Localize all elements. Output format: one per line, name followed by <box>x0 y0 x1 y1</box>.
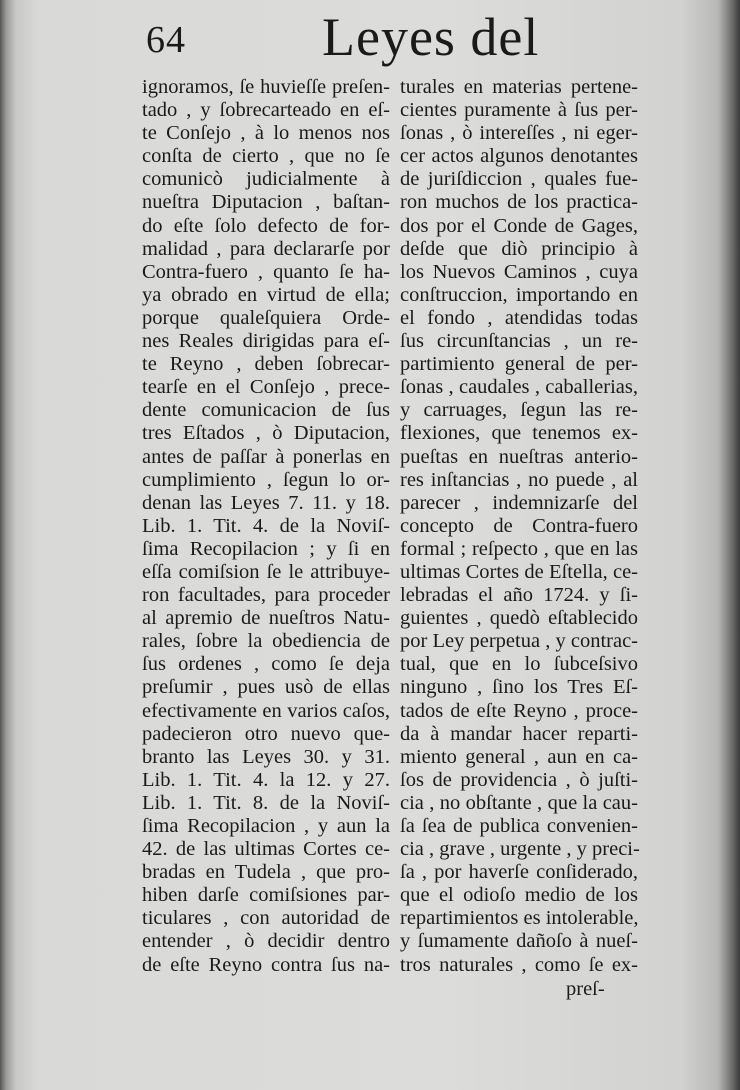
text-line: dos por el Conde de Gages, <box>400 214 638 237</box>
text-line: y carruages, ſegun las re- <box>400 399 638 422</box>
text-line: tres Eſtados , ò Diputacion, <box>142 422 390 445</box>
text-line: malidad , para declararſe por <box>142 237 390 260</box>
text-line: eſſa comiſsion ſe le attribuye- <box>142 560 390 583</box>
text-line: guientes , quedò eſtablecido <box>400 607 638 630</box>
text-line: cia , no obſtante , que la cau- <box>400 791 638 814</box>
text-line: conſtruccion, importando en <box>400 283 638 306</box>
text-line: al apremio de nueſtros Natu- <box>142 607 390 630</box>
text-line: padecieron otro nuevo que- <box>142 722 390 745</box>
text-line: ſa ſea de publica convenien- <box>400 815 638 837</box>
running-title: Leyes del <box>322 7 540 67</box>
page-number: 64 <box>146 19 186 61</box>
text-line: partimiento general de per- <box>400 353 638 376</box>
text-line: 42. de las ultimas Cortes ce- <box>142 838 390 861</box>
text-line: ſus circunſtancias , un re- <box>400 330 638 353</box>
right-text-column <box>400 76 638 977</box>
text-line: nueſtra Diputacion , baſtan- <box>142 191 390 214</box>
text-line: branto las Leyes 30. y 31. <box>142 745 390 768</box>
text-line: res inſtancias , no puede , al <box>400 468 638 491</box>
text-line: ron muchos de los practica- <box>400 191 638 214</box>
text-line: cer actos algunos denotantes <box>400 145 638 168</box>
text-line: de eſte Reyno contra ſus na- <box>142 953 390 976</box>
text-line: turales en materias pertene- <box>400 76 638 98</box>
text-line: cientes puramente à ſus per- <box>400 99 638 122</box>
text-line: ron facultades, para proceder <box>142 584 390 607</box>
text-line: de juriſdiccion , quales fue- <box>400 168 638 191</box>
text-line: ſima Recopilacion ; y ſi en <box>142 537 390 560</box>
text-line: efectivamente en varios caſos, <box>142 699 390 722</box>
text-line: conſta de cierto , que no ſe <box>142 145 390 168</box>
text-line: do eſte ſolo defecto de for- <box>142 214 390 237</box>
text-line: ſos de providencia , ò juſti- <box>400 768 638 791</box>
text-line: preſumir , pues usò de ellas <box>142 676 390 699</box>
text-line: lebradas el año 1724. y ſi- <box>400 584 638 607</box>
text-line: Lib. 1. Tit. 8. de la Noviſ- <box>142 791 390 814</box>
text-line: comunicò judicialmente à <box>142 168 390 191</box>
text-line: ſonas , caudales , caballerias, <box>400 376 638 399</box>
text-line: antes de paſſar à ponerlas en <box>142 445 390 468</box>
text-line: tado , y ſobrecarteado en eſ- <box>142 99 390 122</box>
text-line: concepto de Contra-fuero <box>400 514 638 537</box>
text-line: te Conſejo , à lo menos nos <box>142 122 390 145</box>
text-line: Lib. 1. Tit. 4. de la Noviſ- <box>142 514 390 537</box>
text-line: tearſe en el Conſejo , prece- <box>142 376 390 399</box>
text-line: formal ; reſpecto , que en las <box>400 537 638 560</box>
text-line: hiben darſe comiſsiones par- <box>142 884 390 907</box>
text-line: Lib. 1. Tit. 4. la 12. y 27. <box>142 768 390 791</box>
text-line: que el odioſo medio de los <box>400 884 638 907</box>
text-line: rales, ſobre la obediencia de <box>142 630 390 653</box>
text-line: ya obrado en virtud de ella; <box>142 283 390 306</box>
text-line: pueſtas en nueſtras anterio- <box>400 445 638 468</box>
text-line: repartimientos es intolerable, <box>400 907 639 930</box>
text-line: deſde que diò principio à <box>400 237 638 260</box>
text-line: entender , ò decidir dentro <box>142 930 390 953</box>
text-line: dente comunicacion de ſus <box>142 399 390 422</box>
text-line: por Ley perpetua , y contrac- <box>400 630 638 653</box>
text-line: Contra-fuero , quanto ſe ha- <box>142 260 390 283</box>
text-line: ſima Recopilacion , y aun la <box>142 815 390 837</box>
text-line: ninguno , ſino los Tres Eſ- <box>400 676 638 699</box>
text-line: ultimas Cortes de Eſtella, ce- <box>400 560 638 583</box>
text-line: el fondo , atendidas todas <box>400 306 638 329</box>
text-line: miento general , aun en ca- <box>400 745 638 768</box>
text-line: ſus ordenes , como ſe deja <box>142 653 390 676</box>
text-line: ignoramos, ſe huvieſſe preſen- <box>142 76 390 98</box>
text-line: te Reyno , deben ſobrecar- <box>142 353 390 376</box>
text-line: tual, que en lo ſubceſsivo <box>400 653 638 676</box>
text-line: ſonas , ò intereſſes , ni eger- <box>400 122 638 145</box>
text-line: tados de eſte Reyno , proce- <box>400 699 638 722</box>
text-line: y ſumamente dañoſo à nueſ- <box>400 930 638 953</box>
text-line: cumplimiento , ſegun lo or- <box>142 468 390 491</box>
text-line: los Nuevos Caminos , cuya <box>400 260 638 283</box>
text-line: nes Reales dirigidas para eſ- <box>142 330 390 353</box>
text-line: tros naturales , como ſe ex- <box>400 953 638 976</box>
catchword: preſ- <box>566 978 605 1000</box>
text-line: ſa , por haverſe conſiderado, <box>400 861 638 884</box>
left-text-column <box>142 76 390 977</box>
text-line: da à mandar hacer reparti- <box>400 722 638 745</box>
text-line: denan las Leyes 7. 11. y 18. <box>142 491 390 514</box>
text-line: bradas en Tudela , que pro- <box>142 861 390 884</box>
text-line: cia , grave , urgente , y preci- <box>400 838 640 861</box>
text-line: porque qualeſquiera Orde- <box>142 306 390 329</box>
text-line: parecer , indemnizarſe del <box>400 491 638 514</box>
text-line: ticulares , con autoridad de <box>142 907 390 930</box>
text-line: flexiones, que tenemos ex- <box>400 422 638 445</box>
